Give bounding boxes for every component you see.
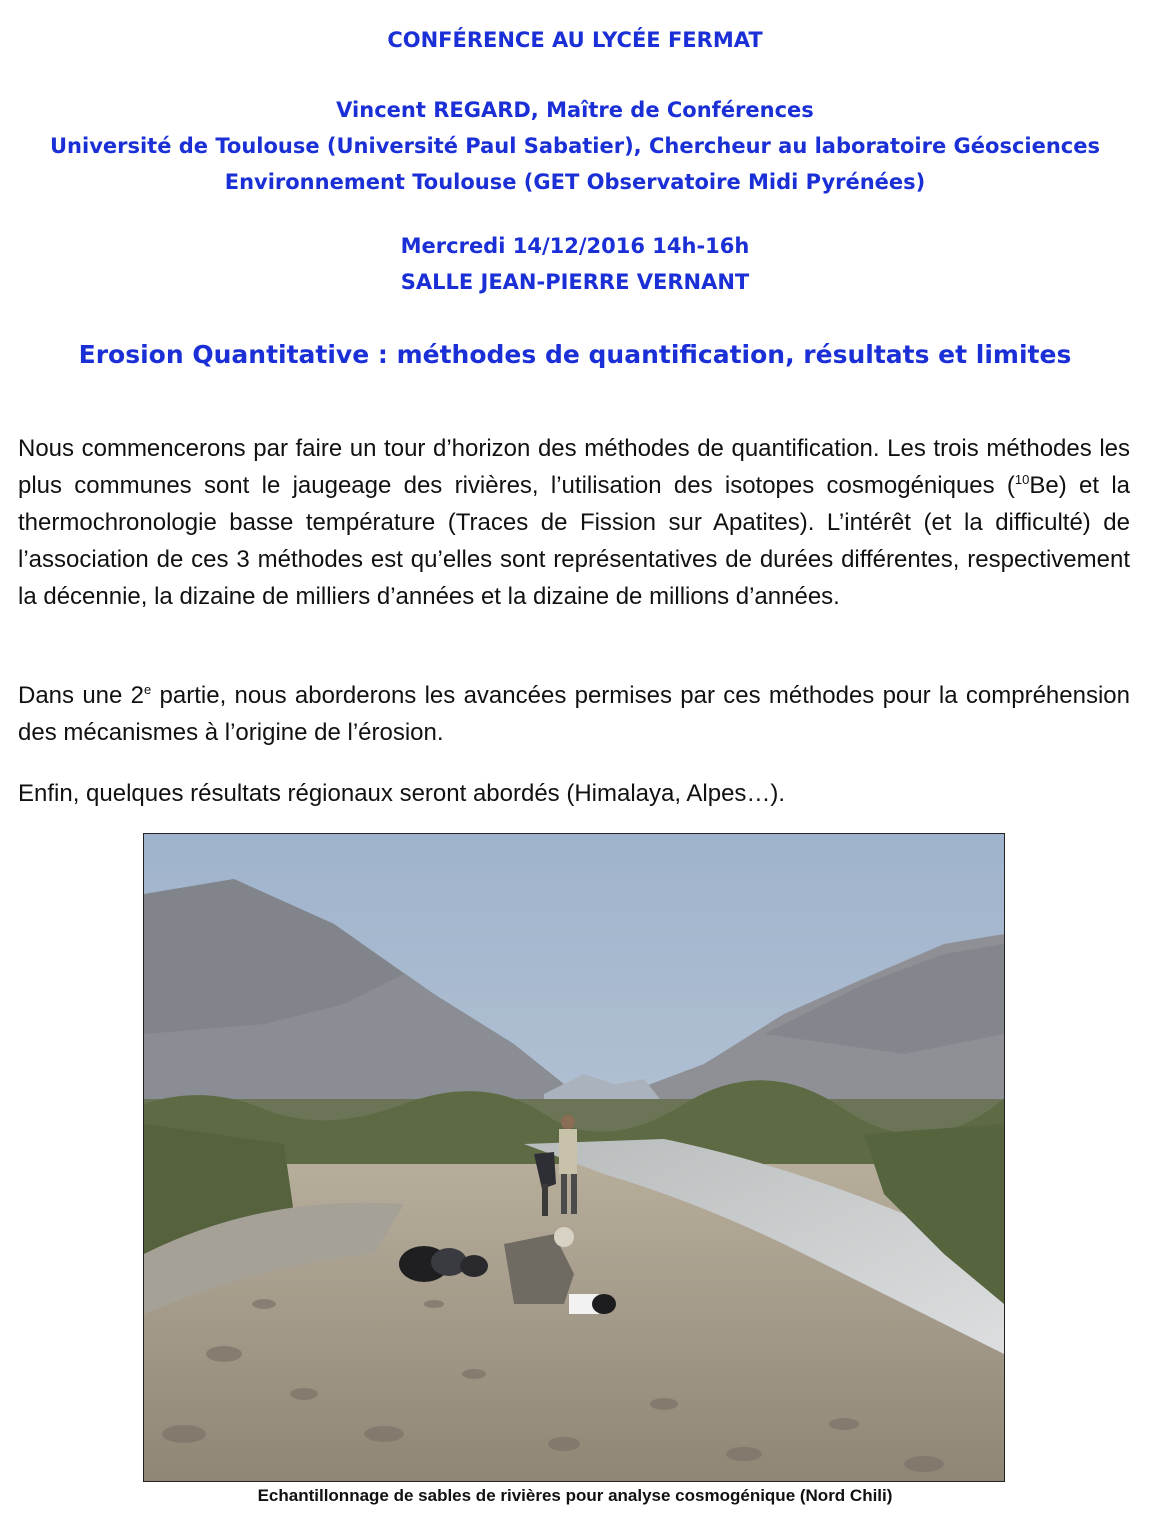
event-date: Mercredi 14/12/2016 14h-16h: [400, 234, 750, 258]
paragraph-mechanisms: [18, 677, 1130, 751]
talk-title: Erosion Quantitative : méthodes de quantification, résultats et limites: [78, 340, 1072, 369]
paragraph-mechanisms-text-a: Dans une 2: [18, 682, 145, 709]
event-room: SALLE JEAN-PIERRE VERNANT: [400, 270, 750, 294]
schedule-block: [0, 228, 1150, 300]
figure-caption: Echantillonnage de sables de rivières pour analyse cosmogénique (Nord Chili): [257, 1486, 893, 1505]
paragraph-regional: Enfin, quelques résultats régionaux seront abordés (Himalaya, Alpes…).: [18, 780, 786, 807]
river-sampling-photo: [143, 833, 1005, 1482]
speaker-name-line: Vincent REGARD, Maître de Conférences: [336, 98, 814, 122]
paragraph-methods: [18, 430, 1130, 615]
speaker-affiliation-line: Université de Toulouse (Université Paul Sabatier), Chercheur au laboratoire Géosciences: [50, 134, 1100, 158]
speaker-block: [0, 92, 1150, 200]
paragraph-methods-text-b: Be) et la thermochronologie basse température (Traces de Fission sur Apatites). L’intérêt (et la difficulté) de l’association de ces 3 méthodes est qu’elles sont représentatives de durées différentes, respectivement la décennie, la dizaine de milliers d’années et la dizaine de millions d’années.: [18, 472, 1130, 610]
speaker-lab-line: Environnement Toulouse (GET Observatoire Midi Pyrénées): [224, 170, 926, 194]
ordinal-superscript: e: [144, 682, 152, 697]
paragraph-methods-text-a: Nous commencerons par faire un tour d’horizon des méthodes de quantification. Les trois méthodes les plus communes sont le jaugeage des rivières, l’utilisation des isotopes cosmogéniques (: [18, 435, 1130, 499]
conference-title: CONFÉRENCE AU LYCÉE FERMAT: [387, 28, 763, 52]
paragraph-mechanisms-text-b: partie, nous aborderons les avancées permises par ces méthodes pour la compréhension des mécanismes à l’origine de l’érosion.: [18, 682, 1130, 746]
isotope-superscript: 10: [1014, 472, 1030, 487]
landscape-illustration: [144, 834, 1004, 1481]
